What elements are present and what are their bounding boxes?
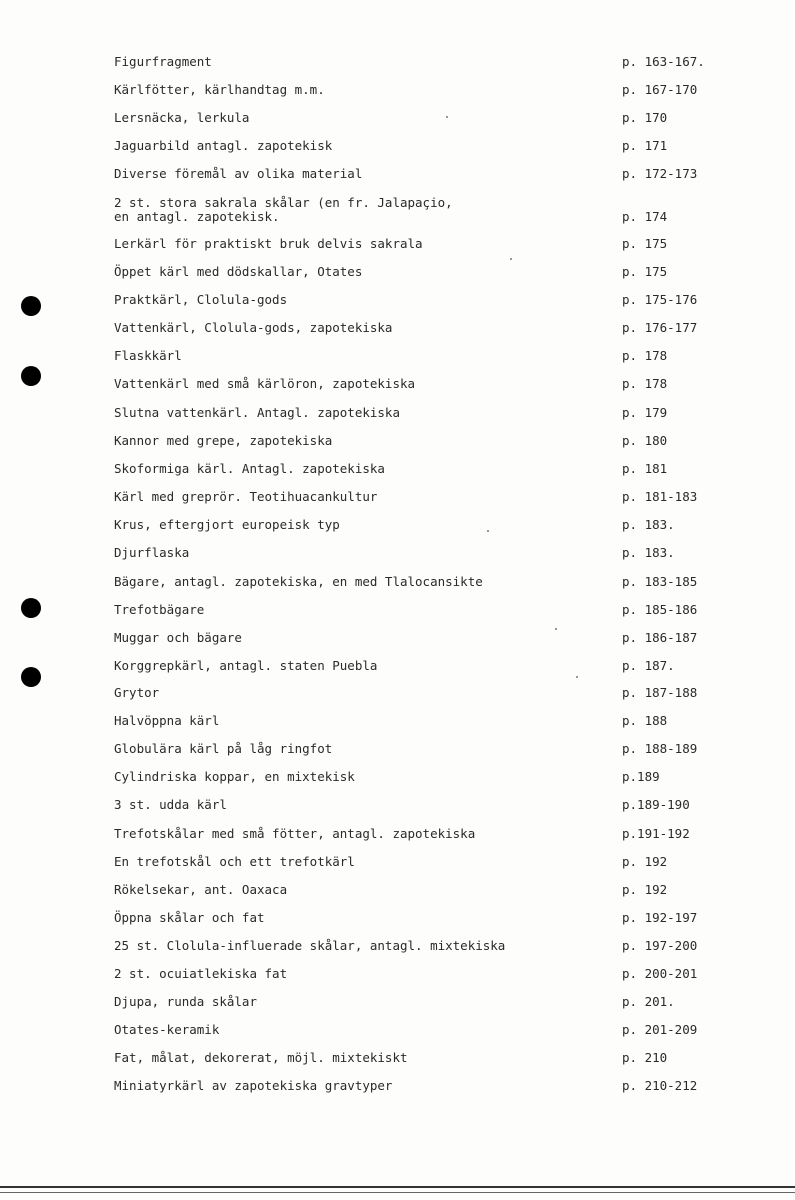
toc-entry (0, 406, 795, 434)
scan-edge-line (0, 1192, 795, 1193)
punch-hole (21, 598, 41, 618)
toc-entry (0, 196, 795, 238)
entry-page: p.189-190 (622, 797, 690, 812)
toc-entry (0, 490, 795, 518)
entry-page: p.191-192 (622, 826, 690, 841)
entry-page: p. 192 (622, 882, 668, 897)
entry-page: p. 192-197 (622, 910, 698, 925)
toc-entry (0, 631, 795, 659)
entry-title: Vattenkärl, Clolula-gods, zapotekiska (114, 320, 393, 335)
entry-page: p. 175 (622, 236, 668, 251)
entry-page: p. 200-201 (622, 966, 698, 981)
toc-entry (0, 293, 795, 321)
entry-title: Flaskkärl (114, 348, 182, 363)
entry-page: p. 201. (622, 994, 675, 1009)
toc-entry (0, 911, 795, 939)
entry-page: p. 197-200 (622, 938, 698, 953)
toc-entry (0, 939, 795, 967)
entry-page: p. 210 (622, 1050, 668, 1065)
punch-hole (21, 667, 41, 687)
entry-page: p. 171 (622, 138, 668, 153)
entry-page: p. 163-167. (622, 54, 705, 69)
entry-page: p. 176-177 (622, 320, 698, 335)
entry-title: Skoformiga kärl. Antagl. zapotekiska (114, 461, 385, 476)
entry-title: Slutna vattenkärl. Antagl. zapotekiska (114, 405, 400, 420)
toc-entry (0, 603, 795, 631)
entry-title: Kärlfötter, kärlhandtag m.m. (114, 82, 325, 97)
toc-entry (0, 659, 795, 687)
entry-page: p. 192 (622, 854, 668, 869)
entry-page: p. 188 (622, 713, 668, 728)
entry-page: p. 185-186 (622, 602, 698, 617)
entry-page: p. 170 (622, 110, 668, 125)
toc-entry (0, 518, 795, 546)
entry-title: Öppet kärl med dödskallar, Otates (114, 264, 363, 279)
entry-page: p. 183. (622, 545, 675, 560)
entry-title: 2 st. stora sakrala skålar (en fr. Jalapaçio, en antagl. zapotekisk. (114, 195, 453, 224)
scan-speck (446, 116, 448, 118)
toc-entry (0, 83, 795, 111)
entry-page: p. 183. (622, 517, 675, 532)
scan-speck (576, 676, 578, 678)
entry-page: p. 178 (622, 376, 668, 391)
entry-title: Öppna skålar och fat (114, 910, 265, 925)
entry-title: Fat, målat, dekorerat, möjl. mixtekiskt (114, 1050, 408, 1065)
entry-title: Miniatyrkärl av zapotekiska gravtyper (114, 1078, 393, 1093)
entry-title: Lerkärl för praktiskt bruk delvis sakrala (114, 236, 423, 251)
entry-title: 3 st. udda kärl (114, 797, 227, 812)
toc-entry (0, 377, 795, 405)
entry-page: p. 210-212 (622, 1078, 698, 1093)
entry-page: p. 181 (622, 461, 668, 476)
entry-title: Muggar och bägare (114, 630, 242, 645)
entry-title: Cylindriska koppar, en mixtekisk (114, 769, 355, 784)
toc-entry (0, 1051, 795, 1079)
entry-page: p. 174 (622, 209, 668, 224)
toc-entry (0, 237, 795, 265)
toc-entry (0, 55, 795, 83)
entry-title: Kannor med grepe, zapotekiska (114, 433, 333, 448)
entry-title: Kärl med greprör. Teotihuacankultur (114, 489, 378, 504)
entry-title: Globulära kärl på låg ringfot (114, 741, 333, 756)
entry-title: Figurfragment (114, 54, 212, 69)
entry-page: p. 172-173 (622, 166, 698, 181)
toc-entry (0, 462, 795, 490)
punch-hole (21, 296, 41, 316)
toc-entry (0, 967, 795, 995)
entry-title: Korggrepkärl, antagl. staten Puebla (114, 658, 378, 673)
entry-title: Lersnäcka, lerkula (114, 110, 250, 125)
toc-entry (0, 167, 795, 195)
entry-page: p. 180 (622, 433, 668, 448)
toc-entry (0, 349, 795, 377)
entry-title: Halvöppna kärl (114, 713, 220, 728)
toc-entry (0, 798, 795, 826)
entry-title: Rökelsekar, ant. Oaxaca (114, 882, 288, 897)
entry-title: Grytor (114, 685, 160, 700)
entry-page: p. 187. (622, 658, 675, 673)
entry-title: 2 st. ocuiatlekiska fat (114, 966, 288, 981)
scan-speck (487, 530, 489, 532)
entry-title: Otates-keramik (114, 1022, 220, 1037)
scan-speck (510, 258, 512, 260)
entry-title: Jaguarbild antagl. zapotekisk (114, 138, 333, 153)
entry-title: Trefotbägare (114, 602, 205, 617)
entry-title: Vattenkärl med små kärlöron, zapotekiska (114, 376, 416, 391)
toc-entry (0, 995, 795, 1023)
toc-entry (0, 546, 795, 574)
punch-hole (21, 366, 41, 386)
entry-title: Krus, eftergjort europeisk typ (114, 517, 340, 532)
toc-entry (0, 1023, 795, 1051)
entry-page: p. 187-188 (622, 685, 698, 700)
scan-speck (555, 628, 557, 630)
toc-entry (0, 827, 795, 855)
entry-title: 25 st. Clolula-influerade skålar, antagl. mixtekiska (114, 938, 506, 953)
entry-title: En trefotskål och ett trefotkärl (114, 854, 355, 869)
entry-title: Djupa, runda skålar (114, 994, 257, 1009)
entry-title: Djurflaska (114, 545, 190, 560)
entry-title: Diverse föremål av olika material (114, 166, 363, 181)
entry-page: p. 179 (622, 405, 668, 420)
entry-page: p. 178 (622, 348, 668, 363)
toc-entry (0, 686, 795, 714)
toc-entry (0, 883, 795, 911)
entry-page: p. 181-183 (622, 489, 698, 504)
toc-entry (0, 575, 795, 603)
toc-entry (0, 742, 795, 770)
entry-page: p. 175-176 (622, 292, 698, 307)
entry-page: p. 175 (622, 264, 668, 279)
toc-entry (0, 265, 795, 293)
toc-entry (0, 714, 795, 742)
entry-page: p. 188-189 (622, 741, 698, 756)
toc-entry (0, 321, 795, 349)
scan-edge-line (0, 1186, 795, 1188)
toc-entry (0, 111, 795, 139)
entry-page: p. 201-209 (622, 1022, 698, 1037)
entry-page: p. 167-170 (622, 82, 698, 97)
toc-entry (0, 770, 795, 798)
entry-title: Trefotskålar med små fötter, antagl. zapotekiska (114, 826, 476, 841)
entry-title: Bägare, antagl. zapotekiska, en med Tlalocansikte (114, 574, 483, 589)
toc-entry (0, 1079, 795, 1107)
entry-page: p. 183-185 (622, 574, 698, 589)
toc-entry (0, 434, 795, 462)
toc-entry (0, 139, 795, 167)
toc-entry (0, 855, 795, 883)
entry-page: p. 186-187 (622, 630, 698, 645)
entry-title: Praktkärl, Clolula-gods (114, 292, 288, 307)
entry-page: p.189 (622, 769, 660, 784)
